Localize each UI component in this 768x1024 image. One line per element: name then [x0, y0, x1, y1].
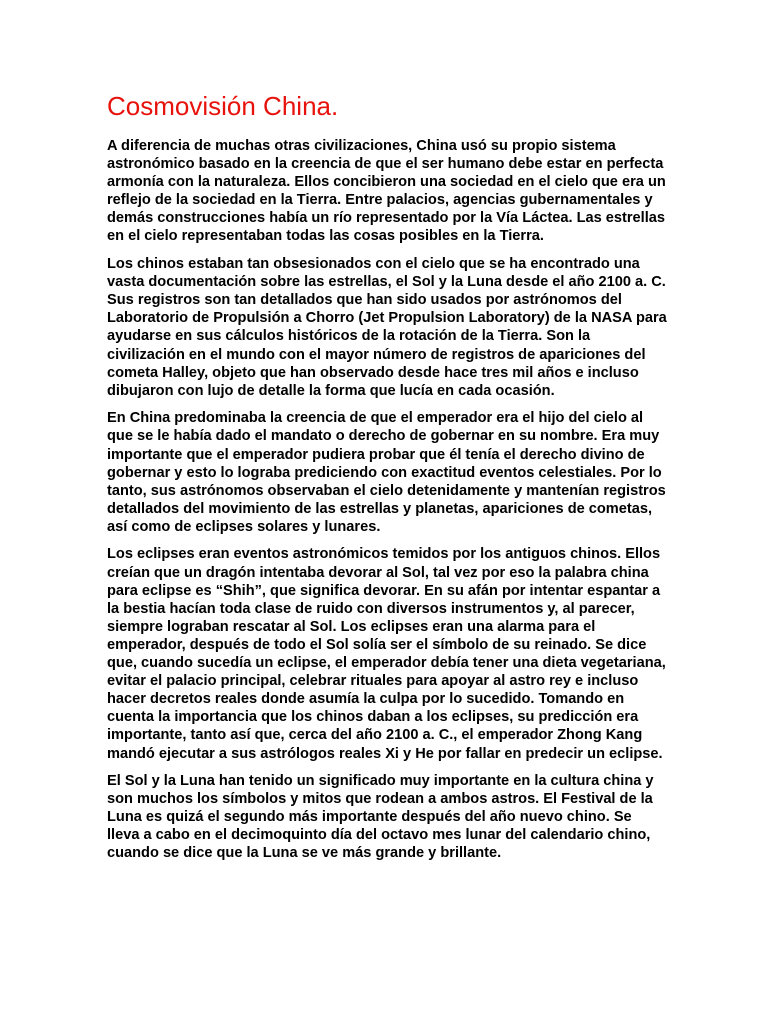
- paragraph-2: Los chinos estaban tan obsesionados con el cielo que se ha encontrado una vasta documentación sobre las estrellas, el Sol y la Luna desde el año 2100 a. C. Sus registros son tan detallados que han sido usados por astrónomos del Laboratorio de Propulsión a Chorro (Jet Propulsion Laboratory) de la NASA para ayudarse en sus cálculos históricos de la rotación de la Tierra. Son la civilización en el mundo con el mayor número de registros de apariciones del cometa Halley, objeto que han observado desde hace tres mil años e incluso dibujaron con lujo de detalle la forma que lucía en cada ocasión.: [107, 256, 667, 399]
- page-title: Cosmovisión China.: [107, 91, 339, 121]
- paragraph-3: En China predominaba la creencia de que el emperador era el hijo del cielo al que se le había dado el mandato o derecho de gobernar en su nombre. Era muy importante que el emperador pudiera probar que él tenía el derecho divino de gobernar y esto lo lograba prediciendo con exactitud eventos celestiales. Por lo tanto, sus astrónomos observaban el cielo detenidamente y mantenían registros detallados del movimiento de las estrellas y planetas, apariciones de cometas, así como de eclipses solares y lunares.: [107, 410, 666, 535]
- article-body: [107, 137, 667, 872]
- paragraph-4: Los eclipses eran eventos astronómicos temidos por los antiguos chinos. Ellos creían que un dragón intentaba devorar al Sol, tal vez por eso la palabra china para eclipse es “Shih”, que significa devorar. En su afán por intentar espantar a la bestia hacían toda clase de ruido con diversos instrumentos y, al parecer, siempre lograban rescatar al Sol. Los eclipses eran una alarma para el emperador, después de todo el Sol solía ser el símbolo de su reinado. Se dice que, cuando sucedía un eclipse, el emperador debía tener una dieta vegetariana, evitar el palacio principal, celebrar rituales para apoyar al astro rey e incluso hacer decretos reales donde asumía la culpa por lo sucedido. Tomando en cuenta la importancia que los chinos daban a los eclipses, su predicción era importante, tanto así que, cerca del año 2100 a. C., el emperador Zhong Kang mandó ejecutar a sus astrólogos reales Xi y He por fallar en predecir un eclipse.: [107, 546, 666, 762]
- paragraph-1: A diferencia de muchas otras civilizaciones, China usó su propio sistema astronómico basado en la creencia de que el ser humano debe estar en perfecta armonía con la naturaleza. Ellos concibieron una sociedad en el cielo que era un reflejo de la sociedad en la Tierra. Entre palacios, agencias gubernamentales y demás construcciones había un río representado por la Vía Láctea. Las estrellas en el cielo representaban todas las cosas posibles en la Tierra.: [107, 138, 666, 245]
- paragraph-5: El Sol y la Luna han tenido un significado muy importante en la cultura china y son muchos los símbolos y mitos que rodean a ambos astros. El Festival de la Luna es quizá el segundo más importante después del año nuevo chino. Se lleva a cabo en el decimoquinto día del octavo mes lunar del calendario chino, cuando se dice que la Luna se ve más grande y brillante.: [107, 773, 654, 862]
